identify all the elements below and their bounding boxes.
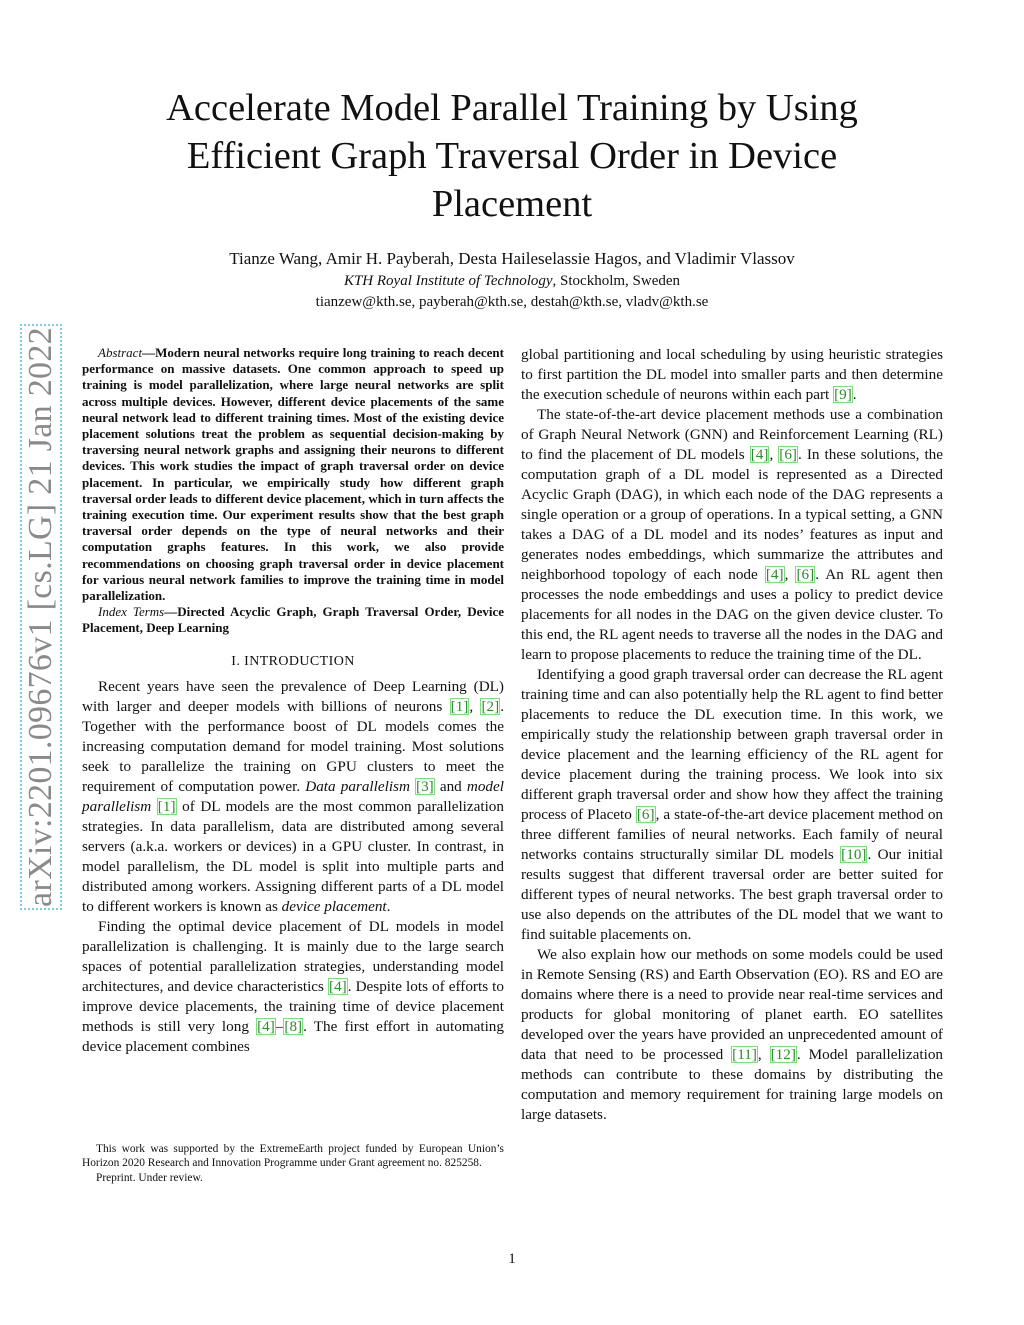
emphasis: model parallelism [82, 777, 504, 815]
abstract-dash: — [142, 345, 156, 360]
footnote-preprint: Preprint. Under review. [96, 1171, 203, 1184]
text-run: . In these solutions, the computation graph of a DL model is represented as a Directed Acyclic Graph (DAG), in which each node of the DAG represents a single operation or a group of operations. In a typical setting, a GNN takes a DAG of a DL model and its nodes’ features as input and generates nodes embeddings, which summarize the attributes and neighborhood topology of each node [521, 446, 944, 583]
abstract-label: Abstract [98, 345, 143, 360]
location: , Stockholm, Sweden [552, 273, 681, 289]
text-run: , [469, 697, 481, 715]
citation-link[interactable]: [10] [841, 846, 867, 863]
text-run: . An RL agent then processes the node embeddings and uses a policy to predict device placements for all nodes in the DAG on the given device cluster. To this end, the RL agent needs to traverse all the nodes in the DAG and learn to propose placements to reduce the training time of the DL. [521, 566, 944, 663]
intro-paragraph-2 [82, 917, 504, 1057]
index-terms [82, 604, 504, 636]
text-run: . [386, 897, 391, 915]
institution: KTH Royal Institute of Technology [343, 273, 553, 289]
index-terms-text: —Directed Acyclic Graph, Graph Traversal Order, Device Placement, Deep Learning [82, 604, 505, 636]
citation-link[interactable]: [11] [732, 1046, 757, 1063]
text-run: . [852, 386, 857, 403]
text-run: , a state-of-the-art device placement method on three different families of neural networks. Each family of neural networks contains structurally similar DL models [521, 806, 944, 863]
intro-paragraph-1 [82, 677, 504, 917]
text-run: , [769, 446, 779, 463]
citation-link[interactable]: [4] [329, 977, 347, 995]
abstract [82, 345, 504, 604]
paper-title: Accelerate Model Parallel Training by Using Efficient Graph Traversal Order in Device Placement [166, 87, 858, 225]
right-paragraph-1 [521, 345, 943, 405]
text-run: , [784, 566, 796, 583]
arxiv-identifier[interactable]: arXiv:2201.09676v1 [cs.LG] 21 Jan 2022 [22, 327, 59, 907]
index-terms-label: Index Terms [98, 604, 165, 620]
citation-link[interactable]: [4] [257, 1017, 275, 1035]
citation-link[interactable]: [6] [636, 806, 655, 823]
text-run: . Despite lots of efforts to improve device placements, the training time of device placement methods is still very long [82, 977, 504, 1035]
citation-link[interactable]: [4] [750, 446, 769, 463]
citation-link[interactable]: [4] [765, 566, 784, 583]
section-heading-introduction: I. INTRODUCTION [231, 653, 355, 669]
footnote-funding: This work was supported by the ExtremeEarth project funded by European Union’s Horizon 2020 Research and Innovation Programme under Grant agreement no. 825258. [82, 1143, 504, 1170]
author-emails: tianzew@kth.se, payberah@kth.se, destah@kth.se, vladv@kth.se [315, 294, 709, 310]
citation-link[interactable]: [2] [481, 697, 500, 715]
text-run: . Model parallelization methods can contribute to these domains by distributing the computation and memory requirement for training large models on large datasets. [521, 1046, 944, 1123]
text-run: . Together with the performance boost of DL models comes the increasing computation demand for model training. Most solutions seek to parallelize the training on GPU clusters to meet the requirement of computation power. [82, 697, 504, 795]
affiliation [112, 271, 912, 291]
text-run [151, 798, 157, 815]
abstract-text: Modern neural networks require long training to reach decent performance on massive datasets. One common approach to speed up training is model parallelization, where large neural networks are split across multiple devices. However, different device placements of the same neural network lead to different training times. Most of the existing device placement solutions treat the problem as sequential decision-making by traversing neural network graphs and assigning their neurons to different devices. This work studies the impact of graph traversal order on device placement. In particular, we empirically study how different graph traversal order leads to different device placement, which in turn affects the training execution time. Our experiment results show that the best graph traversal order depends on the type of neural networks and their computation graphs features. In this work, we also provide recommendations on choosing graph traversal order in device placement for various neural network families to improve the training time in model parallelization. [82, 345, 504, 604]
citation-link[interactable]: [9] [834, 386, 852, 403]
emphasis: Data parallelism [305, 777, 410, 795]
text-run: , [757, 1046, 770, 1063]
citation-link[interactable]: [3] [416, 777, 434, 795]
page-number: 1 [508, 1251, 516, 1267]
citation-link[interactable]: [12] [770, 1046, 796, 1063]
text-run: We also explain how our methods on some models could be used in Remote Sensing (RS) and Earth Observation (EO). RS and EO are domains where there is a need to provide near real-time services and products for global monitoring of planet earth. EO satellites developed over the years have provided an unprecedented amount of data that need to be processed [521, 946, 943, 1063]
citation-link[interactable]: [6] [779, 446, 797, 463]
right-paragraph-2 [521, 405, 943, 665]
right-paragraph-4 [521, 945, 943, 1125]
text-run: of DL models are the most common parallelization strategies. In data parallelism, data are distributed among several servers (a.k.a. workers or devices) in a GPU cluster. In contrast, in model parallelism, the DL model is split into multiple parts and distributed among workers. Assigning different parts of a DL model to different workers is known as [82, 797, 504, 915]
text-run: Identifying a good graph traversal order can decrease the RL agent training time and can also potentially help the RL agent to find better placements to reduce the DL execution time. In this work, we empirically study the relationship between graph traversal order in device placement and the learning efficiency of the RL agent for device placement during the training process. We look into six different graph traversal order and show how they affect the training process of Placeto [521, 666, 943, 823]
footnote [82, 1142, 504, 1185]
text-run: – [275, 1017, 284, 1035]
citation-link[interactable]: [1] [157, 797, 176, 815]
text-run: Finding the optimal device placement of DL models in model parallelization is challenging. It is mainly due to the large search spaces of potential parallelization strategies, understanding model architectures, and device characteristics [82, 917, 504, 995]
citation-link[interactable]: [6] [796, 566, 815, 583]
text-run: Recent years have seen the prevalence of Deep Learning (DL) with larger and deeper models with billions of neurons [82, 677, 504, 715]
emphasis: device placement [281, 897, 387, 915]
text-run: global partitioning and local scheduling by using heuristic strategies to first partition the DL model into smaller parts and then determine the execution schedule of neurons within each part [521, 346, 943, 403]
text-run: . The first effort in automating device placement combines [82, 1017, 504, 1055]
citation-link[interactable]: [1] [450, 697, 469, 715]
author-list: Tianze Wang, Amir H. Payberah, Desta Haileselassie Hagos, and Vladimir Vlassov [229, 249, 795, 268]
right-column [521, 345, 943, 1125]
text-run: and [434, 777, 467, 795]
text-run: . Our initial results suggest that different traversal order are better suited for different types of neural networks. The best graph traversal order to use also depends on the attributes of the DL model that we want to find suitable placements on. [521, 846, 943, 943]
text-run: The state-of-the-art device placement methods use a combination of Graph Neural Network (GNN) and Reinforcement Learning (RL) to find the placement of DL models [521, 406, 943, 463]
left-column [82, 345, 504, 1057]
citation-link[interactable]: [8] [284, 1017, 303, 1035]
right-paragraph-3 [521, 665, 943, 945]
